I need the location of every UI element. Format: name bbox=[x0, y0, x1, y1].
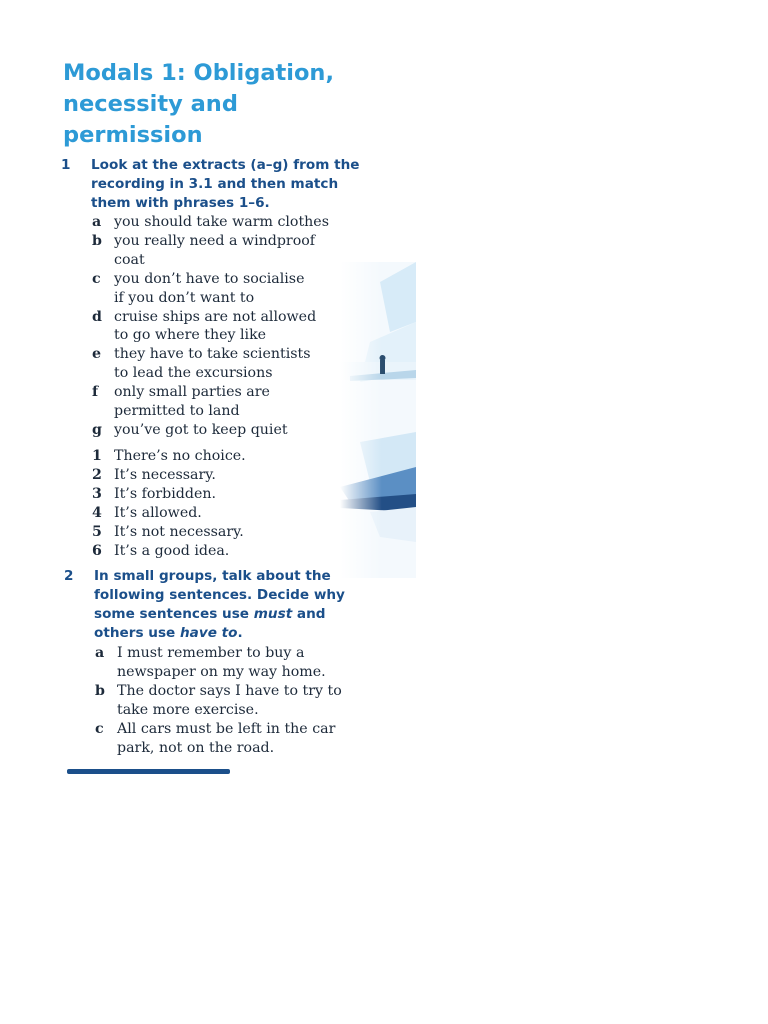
item-text: There’s no choice. bbox=[114, 448, 246, 464]
item-text: newspaper on my way home. bbox=[117, 663, 326, 680]
item-letter: b bbox=[92, 232, 102, 249]
title-line-2: necessity and bbox=[63, 91, 238, 117]
item-letter: a bbox=[95, 645, 105, 661]
item-text: It’s a good idea. bbox=[114, 542, 230, 559]
item-letter: c bbox=[95, 720, 104, 737]
item-number: 3 bbox=[92, 485, 102, 502]
exercise-number: 1 bbox=[61, 157, 71, 173]
item-text: It’s necessary. bbox=[114, 466, 216, 483]
list-item bbox=[92, 213, 329, 232]
item-number: 2 bbox=[92, 466, 102, 483]
list-item bbox=[92, 542, 246, 561]
extracts-list bbox=[92, 213, 329, 440]
item-text: you should take warm clothes bbox=[114, 214, 329, 230]
item-letter: b bbox=[95, 682, 105, 699]
list-item bbox=[95, 644, 342, 682]
instruction-line: In small groups, talk about the bbox=[94, 568, 331, 584]
item-text: The doctor says I have to try to bbox=[117, 682, 342, 699]
item-text: you really need a windproof bbox=[114, 232, 316, 249]
exercise-number: 2 bbox=[64, 568, 74, 584]
phrases-list bbox=[92, 447, 246, 560]
instruction-text: and bbox=[292, 606, 326, 622]
list-item bbox=[92, 270, 329, 308]
item-text: It’s allowed. bbox=[114, 504, 202, 521]
item-number: 6 bbox=[92, 542, 102, 559]
title-line-3: permission bbox=[63, 122, 203, 148]
list-item bbox=[92, 383, 329, 421]
item-letter: d bbox=[92, 308, 102, 325]
item-number: 1 bbox=[92, 448, 102, 464]
list-item bbox=[92, 485, 246, 504]
list-item bbox=[92, 466, 246, 485]
list-item bbox=[95, 720, 342, 758]
item-text: to go where they like bbox=[114, 327, 267, 344]
list-item bbox=[95, 682, 342, 720]
item-text: only small parties are bbox=[114, 384, 270, 401]
title-line-1: Modals 1: Obligation, bbox=[63, 60, 334, 86]
item-text: It’s forbidden. bbox=[114, 485, 217, 502]
item-text: coat bbox=[114, 251, 145, 268]
instruction-text: . bbox=[237, 625, 243, 641]
item-text: take more exercise. bbox=[117, 701, 259, 718]
list-item bbox=[92, 421, 329, 440]
item-text: they have to take scientists bbox=[114, 346, 311, 363]
arctic-photo-fragment bbox=[340, 262, 416, 578]
instruction-line: following sentences. Decide why bbox=[94, 587, 345, 603]
item-text: cruise ships are not allowed bbox=[114, 308, 317, 325]
section-divider bbox=[67, 769, 230, 774]
instruction-text: some sentences use bbox=[94, 606, 254, 622]
item-letter: a bbox=[92, 214, 102, 230]
item-text: permitted to land bbox=[114, 403, 240, 420]
instruction-line bbox=[94, 624, 394, 643]
sentences-list bbox=[95, 644, 342, 757]
item-letter: e bbox=[92, 346, 102, 363]
exercise-instruction bbox=[91, 156, 391, 213]
item-text: if you don’t want to bbox=[114, 289, 255, 306]
item-text: you don’t have to socialise bbox=[114, 270, 305, 287]
emphasis-have-to: have to bbox=[179, 625, 238, 641]
item-number: 5 bbox=[92, 523, 102, 540]
list-item bbox=[92, 232, 329, 270]
emphasis-must: must bbox=[253, 606, 293, 622]
instruction-line: them with phrases 1–6. bbox=[91, 195, 270, 211]
item-number: 4 bbox=[92, 504, 102, 521]
instruction-line bbox=[94, 605, 394, 624]
list-item bbox=[92, 447, 246, 466]
item-text: All cars must be left in the car bbox=[117, 720, 336, 737]
item-letter: g bbox=[92, 421, 102, 438]
item-letter: c bbox=[92, 270, 101, 287]
list-item bbox=[92, 345, 329, 383]
list-item bbox=[92, 504, 246, 523]
list-item bbox=[92, 523, 246, 542]
item-text: I must remember to buy a bbox=[117, 645, 305, 661]
item-text: to lead the excursions bbox=[114, 365, 273, 382]
item-text: It’s not necessary. bbox=[114, 523, 244, 540]
list-item bbox=[92, 308, 329, 346]
item-text: you’ve got to keep quiet bbox=[114, 421, 288, 438]
instruction-text: others use bbox=[94, 625, 180, 641]
instruction-line: Look at the extracts (a–g) from the bbox=[91, 157, 360, 173]
exercise-instruction bbox=[94, 567, 394, 643]
item-letter: f bbox=[92, 384, 99, 401]
page-title bbox=[63, 58, 403, 151]
instruction-line: recording in 3.1 and then match bbox=[91, 176, 339, 192]
item-text: park, not on the road. bbox=[117, 739, 275, 756]
